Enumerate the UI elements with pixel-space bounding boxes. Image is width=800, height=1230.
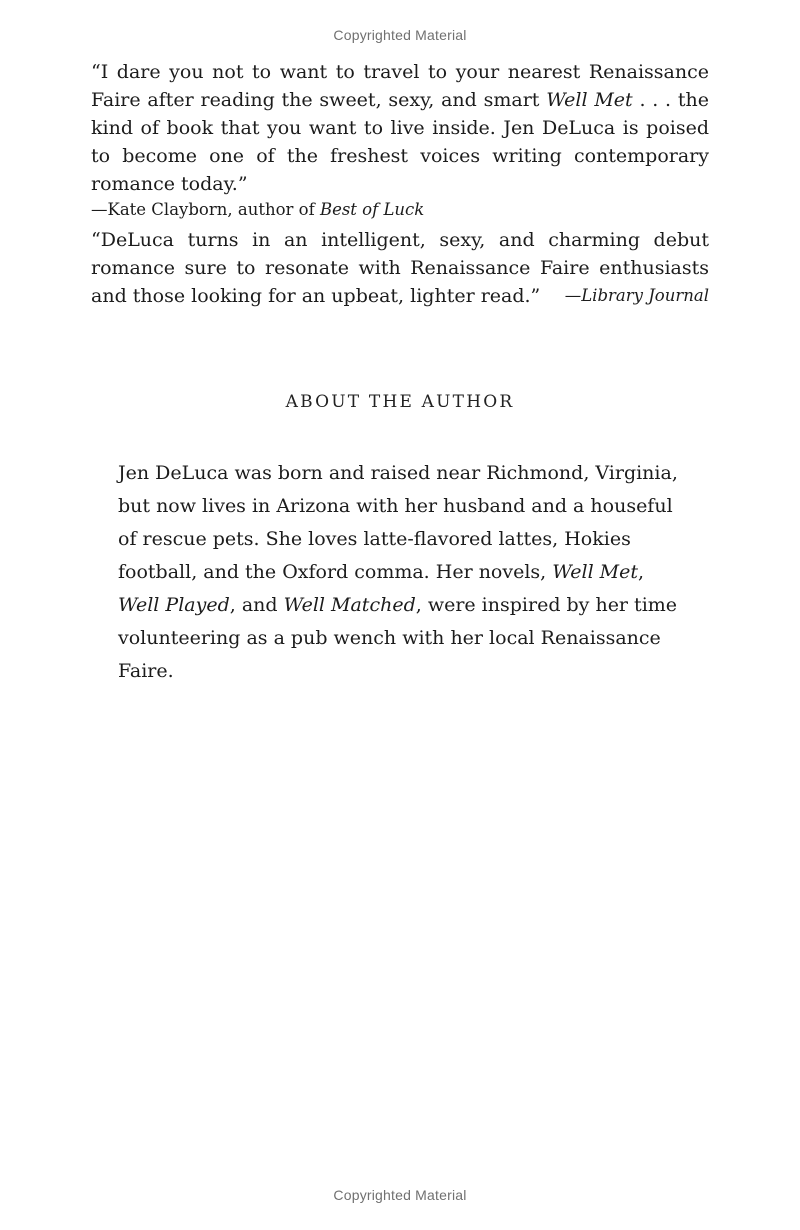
author-bio: Jen DeLuca was born and raised near Richmond, Virginia, but now lives in Arizona with her husband and a houseful of rescue pets. She loves latte-flavored lattes, Hokies football, and the Oxford comma. Her novels, Well Met, Well Played, and Well Matched, were inspired by her time volunteering as a pub wench with her local Renaissance Faire. xyxy=(118,462,678,682)
blurb-clayborn xyxy=(91,58,709,222)
blurb-library-journal xyxy=(91,226,709,310)
attribution-book-title: Best of Luck xyxy=(319,200,425,219)
section-heading: ABOUT THE AUTHOR xyxy=(285,392,515,412)
blurb-attribution: —Library Journal xyxy=(564,286,709,305)
copyright-footer: Copyrighted Material xyxy=(333,1187,467,1203)
copyright-header: Copyrighted Material xyxy=(333,27,467,43)
book-title: Well Met xyxy=(546,89,633,111)
novel-title: Well Met xyxy=(552,561,639,583)
blurb-attribution: —Kate Clayborn, author of Best of Luck xyxy=(91,200,425,219)
novel-title: Well Played xyxy=(118,594,230,616)
blurb-quote: “DeLuca turns in an intelligent, sexy, and charming debut romance sure to resonate with Renaissance Faire enthusiasts and those looking for an upbeat, lighter read.” —Library Journal xyxy=(91,226,709,310)
blurb-quote: “I dare you not to want to travel to your nearest Renaissance Faire after reading the sweet, sexy, and smart Well Met . . . the kind of book that you want to live inside. Jen DeLuca is poised to become one of the freshest voices writing contemporary romance today.” xyxy=(91,61,709,195)
novel-title: Well Matched xyxy=(283,594,416,616)
